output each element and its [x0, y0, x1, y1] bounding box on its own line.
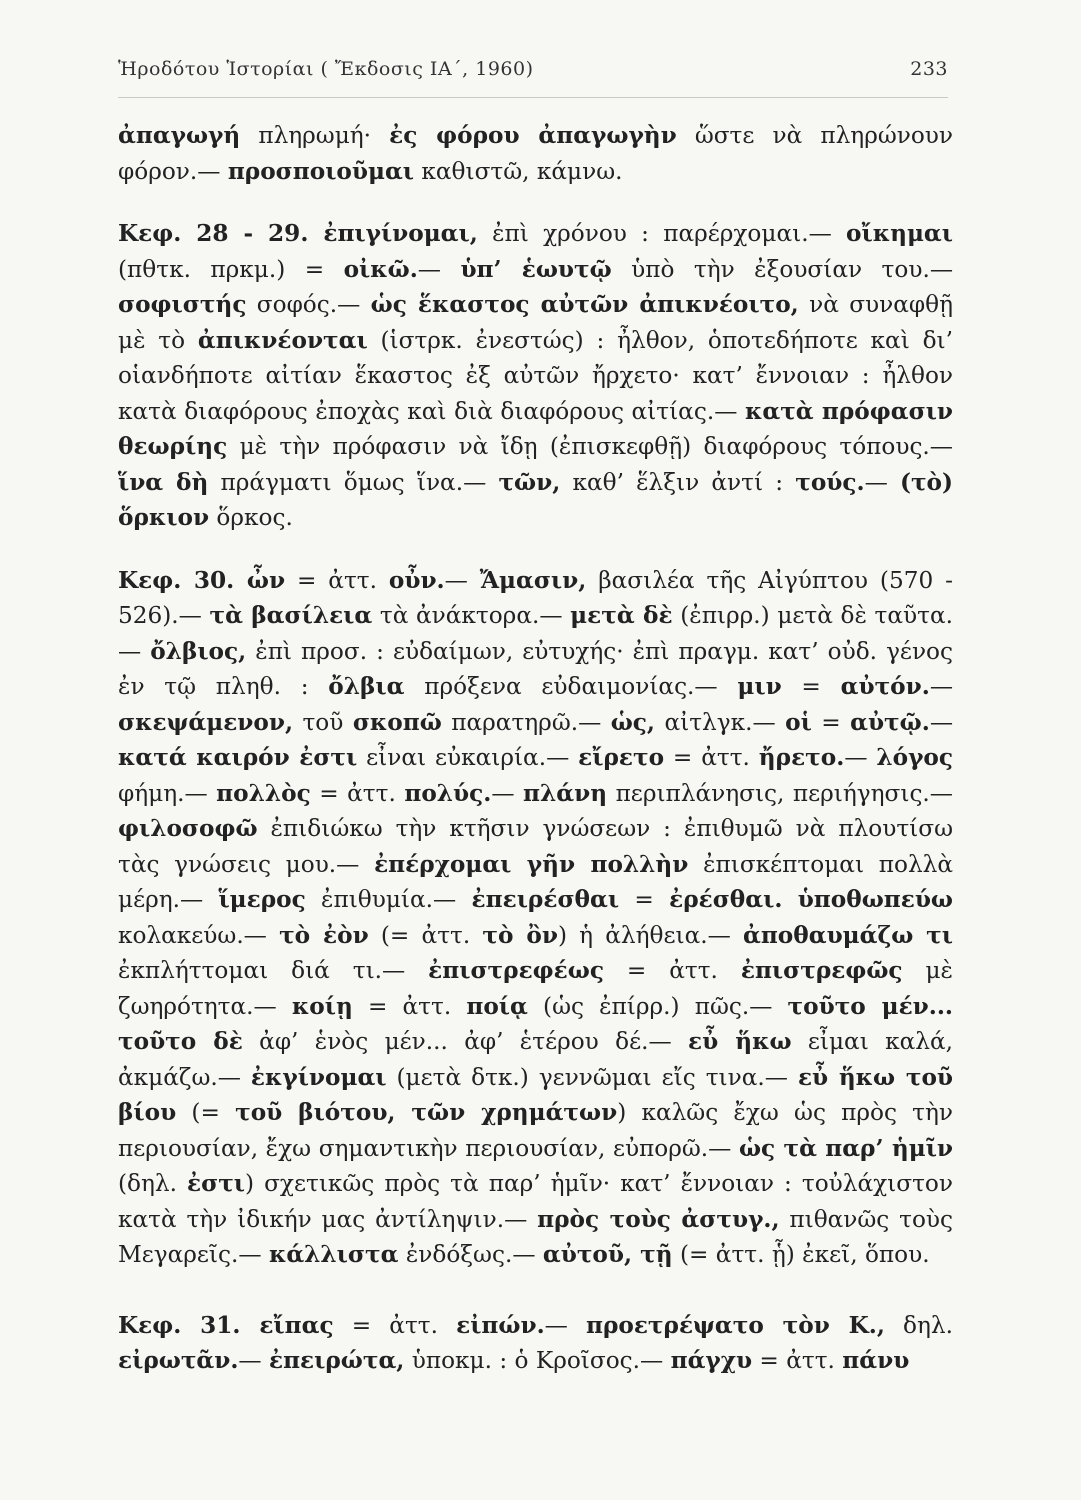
lemma: ἐπειρώτα, [268, 1347, 405, 1374]
lemma: αὐτῷ. [850, 708, 930, 736]
paragraph: Κεφ. 28 - 29. ἐπιγίνομαι, ἐπὶ χρόνου : παρέρχομαι.— οἴκημαι (πθτκ. πρκμ.) = οἰκῶ.— ὑπ’ ἑωυτῷ ὑπὸ τὴν ἐξουσίαν του.—σοφιστής σοφός.— ὡς ἕκαστος αὐτῶν ἀπικνέοιτο, νὰ συναφθῇ μὲ τὸ ἀπικνέονται (ἱστρκ. ἐνεστώς) : ἦλθον, ὁποτεδήποτε καὶ δι’ οἱανδήποτε αἰτίαν ἕκαστος ἐξ αὐτῶν ἤρχετο· κατ’ ἔννοιαν : ἦλθον κατὰ διαφόρους ἐποχὰς καὶ διὰ διαφόρους αἰτίας.— κατὰ πρόφασιν θεωρίης μὲ τὴν πρόφασιν νὰ ἴδῃ (ἐπισκεφθῇ) διαφόρους τόπους.— ἵνα δὴ πράγματι ὅμως ἵνα.— τῶν, καθ’ ἕλξιν ἀντί : τούς.— (τὸ) ὅρκιον ὅρκος. [118, 220, 954, 531]
lemma: ἀποθαυμάζω τι [742, 921, 954, 949]
lemma: κάλλιστα [268, 1241, 399, 1268]
lemma: μιν [737, 673, 782, 700]
lemma: εἴρετο [578, 744, 665, 771]
lemma: Κεφ. 31. εἴπας [118, 1311, 334, 1339]
lemma: ὡς ἕκαστος αὐτῶν ἀπικνέοιτο, [370, 291, 799, 318]
paragraph: ἀπαγωγή πληρωμή· ἐς φόρου ἀπαγωγὴν ὥστε νὰ πληρώνουν φόρον.— προσποιοῦμαι καθιστῶ, κάμνω. [118, 122, 953, 185]
lemma: κοίῃ [291, 992, 353, 1020]
lemma: τὰ βασίλεια [209, 602, 373, 629]
lemma: κατά καιρόν ἐστι [118, 744, 358, 771]
lemma: ἤρετο. [758, 744, 845, 771]
lemma: οἱ [785, 708, 812, 736]
lemma: Κεφ. 30. ὦν [118, 566, 286, 594]
lemma: ὡς, [610, 708, 656, 736]
lemma: οἰκῶ. [343, 255, 418, 283]
header-rule [118, 97, 948, 98]
lemma: Ἄμασιν, [479, 566, 587, 594]
page-number: 233 [910, 58, 948, 80]
lemma: πλάνη [523, 779, 608, 807]
lemma: τὸ ὂν [482, 921, 558, 949]
lemma: ὡς τὰ παρ’ ἡμῖν [738, 1134, 953, 1162]
lemma: σκεψάμενον, [118, 708, 294, 736]
lemma: ὄλβια [328, 673, 405, 700]
lemma: ὄλβιος, [150, 637, 247, 665]
lemma: φιλοσοφῶ [118, 815, 258, 842]
lemma: πάγχυ [670, 1347, 753, 1374]
lemma: ἐστι [187, 1170, 246, 1197]
lemma: πολύς. [404, 779, 492, 807]
lemma: προετρέψατο τὸν Κ., [585, 1311, 885, 1339]
lemma: ἐρέσθαι. [669, 886, 783, 913]
lemma: πρὸς τοὺς ἀστυγ., [537, 1205, 780, 1233]
lemma: εἰπών. [456, 1311, 545, 1339]
lemma: αὐτοῦ, τῇ [542, 1241, 673, 1268]
lemma: σοφιστής [118, 291, 247, 318]
lemma: αὐτόν. [840, 673, 930, 700]
lemma: ἐς φόρου ἀπαγωγὴν [389, 122, 677, 149]
lemma: οὖν. [388, 566, 445, 594]
lemma: εὖ ἥκω τοῦ βίου [118, 1063, 953, 1126]
lemma: κατὰ πρόφασιν θεωρίης [118, 397, 953, 460]
lemma: ἐπιστρεφέως [428, 957, 604, 984]
lemma: ποίᾳ [466, 992, 528, 1020]
lemma: εὖ ἥκω [687, 1028, 792, 1055]
lemma: πολλὸς [216, 779, 311, 807]
lemma: τὸ ἐὸν [279, 921, 369, 949]
lemma: ἵνα δὴ [118, 468, 209, 496]
lemma: Κεφ. 28 - 29. ἐπιγίνομαι, [118, 220, 478, 247]
lemma: ἀπικνέονται [197, 326, 368, 354]
lemma: (τὸ) ὅρκιον [118, 468, 953, 531]
lemma: ἐκγίνομαι [250, 1063, 387, 1091]
lemma: ὑπ’ ἑωυτῷ [460, 255, 612, 283]
lemma: προσποιοῦμαι [227, 157, 415, 185]
paragraph: Κεφ. 30. ὦν = ἀττ. οὖν.— Ἄμασιν, βασιλέα τῆς Αἰγύπτου (570 - 526).— τὰ βασίλεια τὰ ἀνάκτορα.— μετὰ δὲ (ἐπιρρ.) μετὰ δὲ ταῦτα.— ὄλβιος, ἐπὶ προσ. : εὐδαίμων, εὐτυχής· ἐπὶ πραγμ. κατ’ οὐδ. γένος ἐν τῷ πληθ. : ὄλβια πρόξενα εὐδαιμονίας.— μιν = αὐτόν.— σκεψάμενον, τοῦ σκοπῶ παρατηρῶ.— ὡς, αἰτλγκ.— οἱ = αὐτῷ.— κατά καιρόν ἐστι εἶναι εὐκαιρία.— εἴρετο = ἀττ. ἤρετο.— λόγος φήμη.— πολλὸς = ἀττ. πολύς.— πλάνη περιπλάνησις, περιήγησις.— φιλοσοφῶ ἐπιδιώκω τὴν κτῆσιν γνώσεων : ἐπιθυμῶ νὰ πλουτίσω τὰς γνώσεις μου.— ἐπέρχομαι γῆν πολλὴν ἐπισκέπτομαι πολλὰ μέρη.— ἵμερος ἐπιθυμία.— ἐπειρέσθαι = ἐρέσθαι. ὑποθωπεύω κολακεύω.— τὸ ἐὸν (= ἀττ. τὸ ὂν) ἡ ἀλήθεια.— ἀποθαυμάζω τι ἐκπλήττομαι διά τι.— ἐπιστρεφέως = ἀττ. ἐπιστρεφῶς μὲ ζωηρότητα.— κοίῃ = ἀττ. ποίᾳ (ὡς ἐπίρρ.) πῶς.— τοῦτο μέν... τοῦτο δὲ ἀφ’ ἑνὸς μέν... ἀφ’ ἑτέρου δέ.— εὖ ἥκω εἶμαι καλά, ἀκμάζω.— ἐκγίνομαι (μετὰ δτκ.) γεννῶμαι εἴς τινα.— εὖ ἥκω τοῦ βίου (= τοῦ βιότου, τῶν χρημάτων) καλῶς ἔχω ὡς πρὸς τὴν περιουσίαν, ἔχω σημαντικὴν περιουσίαν, εὐπορῶ.— ὡς τὰ παρ’ ἡμῖν (δηλ. ἐστι) σχετικῶς πρὸς τὰ παρ’ ἡμῖν· κατ’ ἔννοιαν : τοὐλάχιστον κατὰ τὴν ἰδικήν μας ἀντίληψιν.— πρὸς τοὺς ἀστυγ., πιθανῶς τοὺς Μεγαρεῖς.— κάλλιστα ἐνδόξως.— αὐτοῦ, τῇ (= ἀττ. ᾗ) ἐκεῖ, ὅπου. [118, 566, 954, 1268]
lemma: τῶν, [498, 468, 561, 496]
lemma: λόγος [876, 744, 954, 771]
lemma: μετὰ δὲ [570, 602, 673, 629]
commentary-body [118, 118, 953, 1379]
paragraph: Κεφ. 31. εἴπας = ἀττ. εἰπών.— προετρέψατο τὸν Κ., δηλ. εἰρωτᾶν.— ἐπειρώτα, ὑποκμ. : ὁ Κροῖσος.— πάγχυ = ἀττ. πάνυ [118, 1311, 953, 1374]
lemma: ἐπιστρεφῶς [740, 957, 903, 984]
running-title: Ἡροδότου Ἱστορίαι ( Ἔκδοσις ΙΑ΄, 1960) [118, 58, 534, 80]
lemma: τούς. [795, 468, 865, 496]
lemma: ἀπαγωγή [118, 122, 241, 149]
lemma: σκοπῶ [352, 708, 442, 736]
lemma: εἰρωτᾶν. [118, 1347, 239, 1374]
lemma: ἵμερος [218, 886, 306, 913]
lemma: τοῦ βιότου, τῶν χρημάτων [235, 1099, 618, 1126]
lemma: πάνυ [842, 1347, 910, 1374]
lemma: οἴκημαι [846, 220, 953, 247]
lemma: ἐπέρχομαι γῆν πολλὴν [374, 850, 689, 878]
lemma: ἐπειρέσθαι [471, 886, 620, 913]
lemma: ὑποθωπεύω [797, 886, 954, 913]
running-header [118, 58, 948, 80]
lemma: τοῦτο μέν... τοῦτο δὲ [118, 992, 953, 1055]
